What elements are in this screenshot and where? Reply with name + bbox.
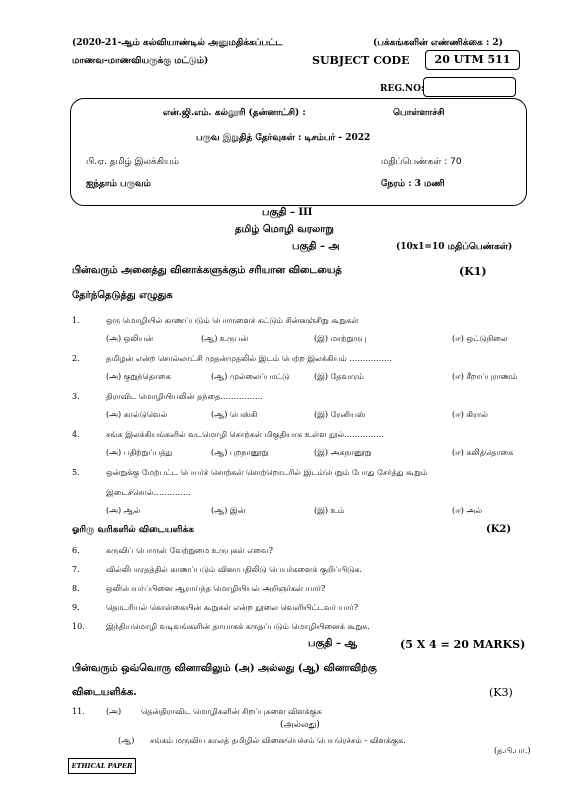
section-b-level: (K3) [489, 686, 513, 699]
question-number: 3. [72, 392, 80, 401]
question-number: 4. [72, 430, 80, 439]
option-b[interactable]: (ஆ) முல்லைப்பாட்டு [211, 372, 290, 381]
option-b-label: (ஆ) [118, 736, 135, 745]
short-answer-level: (K2) [486, 524, 512, 535]
option-b[interactable]: (ஆ) புறநானூறு [211, 448, 269, 457]
question-number: 9. [72, 603, 80, 612]
option-a[interactable]: (அ) குறுந்தொகை [106, 372, 171, 381]
option-a[interactable]: (அ) ஆல் [106, 506, 141, 515]
section-b-marks: (5 X 4 = 20 MARKS) [400, 638, 526, 651]
question-text: வில்லிபாரதத்தில் காணப்படும் வினாபதிலிடு பெயர்களைக் குறிப்பிடுக. [106, 565, 362, 574]
college-place: பொள்ளாச்சி [393, 108, 445, 118]
section-b-instruction-2: விடையளிக்க. [72, 687, 137, 698]
question-number: 7. [72, 565, 80, 574]
question-text: ஒலிபெயர்ப்பினை ஆராய்ந்த மொழியியல் அறிஞர்கள் யார்? [106, 584, 326, 593]
section-a-instruction-1: பின்வரும் அனைத்து வினாக்களுக்கும் சரியான விடையைத் [72, 265, 342, 276]
exam-title: பருவ இறுதித் தேர்வுகள் : டிசம்பர் - 2022 [196, 133, 371, 143]
turn-over-note: (த.பி.பா.) [494, 746, 531, 755]
question-text: தொடரியல் கொள்கையின் கூறுகள் என்ற நூலை வெளியிட்டவர் யார்? [106, 603, 359, 612]
option-c[interactable]: (இ) அகநானூறு [314, 448, 372, 457]
reg-no-field[interactable] [423, 77, 516, 97]
semester: ஐந்தாம் பருவம் [86, 179, 151, 189]
question-number: 2. [72, 354, 80, 363]
short-answer-instruction: ஓரிரு வரிகளில் விடையளிக்க [72, 525, 195, 535]
question-text: சங்க இலக்கியங்களில் வடமொழி சொற்கள் மிகுதியாக உள்ள நூல்…………… [106, 430, 385, 439]
option-b[interactable]: (ஆ) உருபன் [201, 334, 249, 343]
or-divider: (அல்லது) [280, 720, 320, 730]
option-c[interactable]: (இ) ரேனியஸ் [314, 410, 366, 419]
year-line: (2020-21-ஆம் கல்வியாண்டில் அனுமதிக்கப்பட்ட [72, 38, 283, 48]
option-c[interactable]: (இ) உம் [314, 506, 345, 515]
ethical-paper-badge: ETHICAL PAPER [68, 758, 136, 774]
option-c[interactable]: (இ) மாற்றுருபு [314, 334, 367, 343]
question-text: ஒன்றுக்கு மேற்பட்ட பெயர்ச் சொற்கள் சொற்றொடரில் இடம்பெறும் போது சேர்த்து கூறும் [106, 468, 428, 477]
option-d[interactable]: (ஈ) கிரால் [452, 410, 488, 419]
section-b-instruction-1: பின்வரும் ஒவ்வொரு வினாவிலும் (அ) அல்லது (ஆ) வினாவிற்கு [72, 663, 377, 674]
option-b[interactable]: (ஆ) இன் [211, 506, 246, 515]
question-number: 10. [72, 622, 85, 631]
section-a-label: பகுதி – அ [292, 241, 340, 252]
question-number: 5. [72, 468, 80, 477]
question-11b-text: சங்கம் மருவிய காலத் தமிழில் வினையெச்சம் பெயரெச்சம் - விளக்குக. [150, 736, 406, 745]
question-number: 1. [72, 316, 80, 325]
option-a[interactable]: (அ) கால்டுவெல் [106, 410, 168, 419]
question-number: 8. [72, 584, 80, 593]
section-b-label: பகுதி – ஆ [308, 638, 358, 649]
option-d[interactable]: (ஈ) கலித்தொகை [452, 448, 514, 457]
subject-title: தமிழ் மொழி வரலாறு [235, 224, 334, 235]
question-number: 6. [72, 546, 80, 555]
option-d[interactable]: (ஈ) சீறாப்புராணம் [452, 372, 518, 381]
question-11a-text: தென்திராவிட மொழிகளின் சிறப்புகளை விளக்குக [141, 707, 322, 716]
college-name: என்.ஜி.எம். கல்லூரி (தன்னாட்சி) : [163, 108, 306, 118]
reg-no-label: REG.NO: [380, 84, 425, 94]
question-text: ஒரு மொழியில் காணப்படும் பொருளைச் சுட்டும் சின்னஞ்சிறு கூறுகள் [106, 316, 359, 325]
option-a[interactable]: (அ) பதிற்றுப்பத்து [106, 448, 173, 457]
pages-line: (பக்கங்களின் எண்ணிக்கை : 2) [373, 38, 503, 48]
option-a[interactable]: (அ) ஒலியன் [106, 334, 154, 343]
students-line: மாணவ-மாணவியருக்கு மட்டும்) [72, 56, 209, 66]
question-text: கருவிப் பொருள் வேற்றுமை உருபுகள் எவை? [106, 546, 273, 555]
question-text-continued: இடைச்சொல்………….. [106, 488, 191, 497]
subject-code-label: SUBJECT CODE [312, 54, 410, 67]
question-text: தமிழன் என்ற சொல்லாட்சி முதன்முதலில் இடம் பெற்ற இலக்கியம் ……………. [106, 354, 392, 363]
question-text: இந்தியமொழி வடிவங்களின் தாயாகக் கருதப்படும் மொழியினைக் கூறுக. [106, 622, 370, 631]
option-d[interactable]: (ஈ) ஒட்டுநிலை [452, 334, 508, 343]
option-c[interactable]: (இ) தேவாரம் [314, 372, 364, 381]
subject-code: 20 UTM 511 [425, 50, 520, 70]
total-marks: மதிப்பெண்கள் : 70 [381, 157, 462, 167]
degree: பி.ஏ. தமிழ் இலக்கியம் [86, 157, 179, 167]
option-d[interactable]: (ஈ) அல் [452, 506, 482, 515]
option-a-label: (அ) [106, 707, 122, 716]
question-text: திராவிட மொழியியலின் தந்தை……………. [106, 392, 263, 401]
exam-time: நேரம் : 3 மணி [381, 179, 445, 189]
option-b[interactable]: (ஆ) பெஸ்கி [211, 410, 258, 419]
section-a-instruction-2: தேர்ந்தெடுத்து எழுதுக [72, 290, 173, 301]
part-title: பகுதி – III [262, 207, 313, 218]
section-a-level: (K1) [459, 265, 487, 278]
section-a-marks: (10x1=10 மதிப்பெண்கள்) [396, 242, 513, 252]
question-number: 11. [72, 707, 85, 716]
